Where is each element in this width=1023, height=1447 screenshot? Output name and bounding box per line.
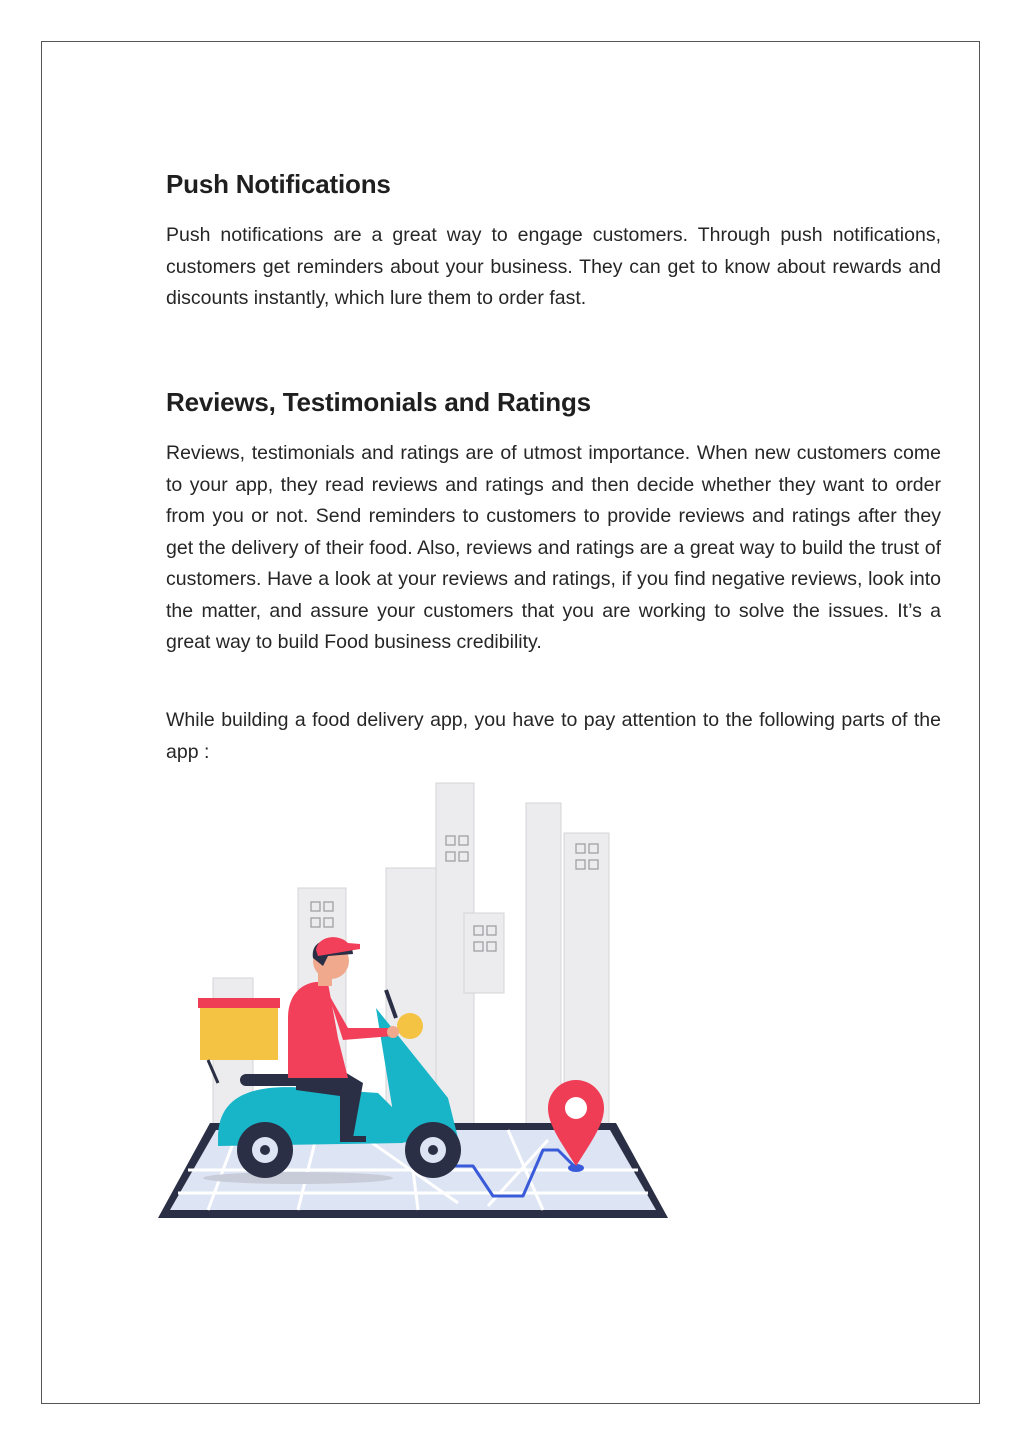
section-paragraph-reviews: Reviews, testimonials and ratings are of utmost importance. When new customers come to your app, they read reviews and ratings and then decide whether they want to order from you or not. Send reminders to customers to provide reviews and ratings after they get the delivery of their food. Also, reviews and ratings are a great way to build the trust of customers. Have a look at your reviews and ratings, if you find negative reviews, look into the matter, and assure your customers that you are working to solve the issues. It’s a great way to build Food business credibility. [166,442,941,653]
section-paragraph-push-notifications: Push notifications are a great way to engage customers. Through push notifications, customers get reminders about your business. They can get to know about rewards and discounts instantly, which lure them to order fast. [166,224,941,309]
closing-paragraph: While building a food delivery app, you have to pay attention to the following parts of the app : [166,709,941,763]
section-heading-push-notifications: Push Notifications [166,169,391,199]
section-heading-reviews: Reviews, Testimonials and Ratings [166,387,591,417]
food-delivery-illustration [148,778,678,1233]
